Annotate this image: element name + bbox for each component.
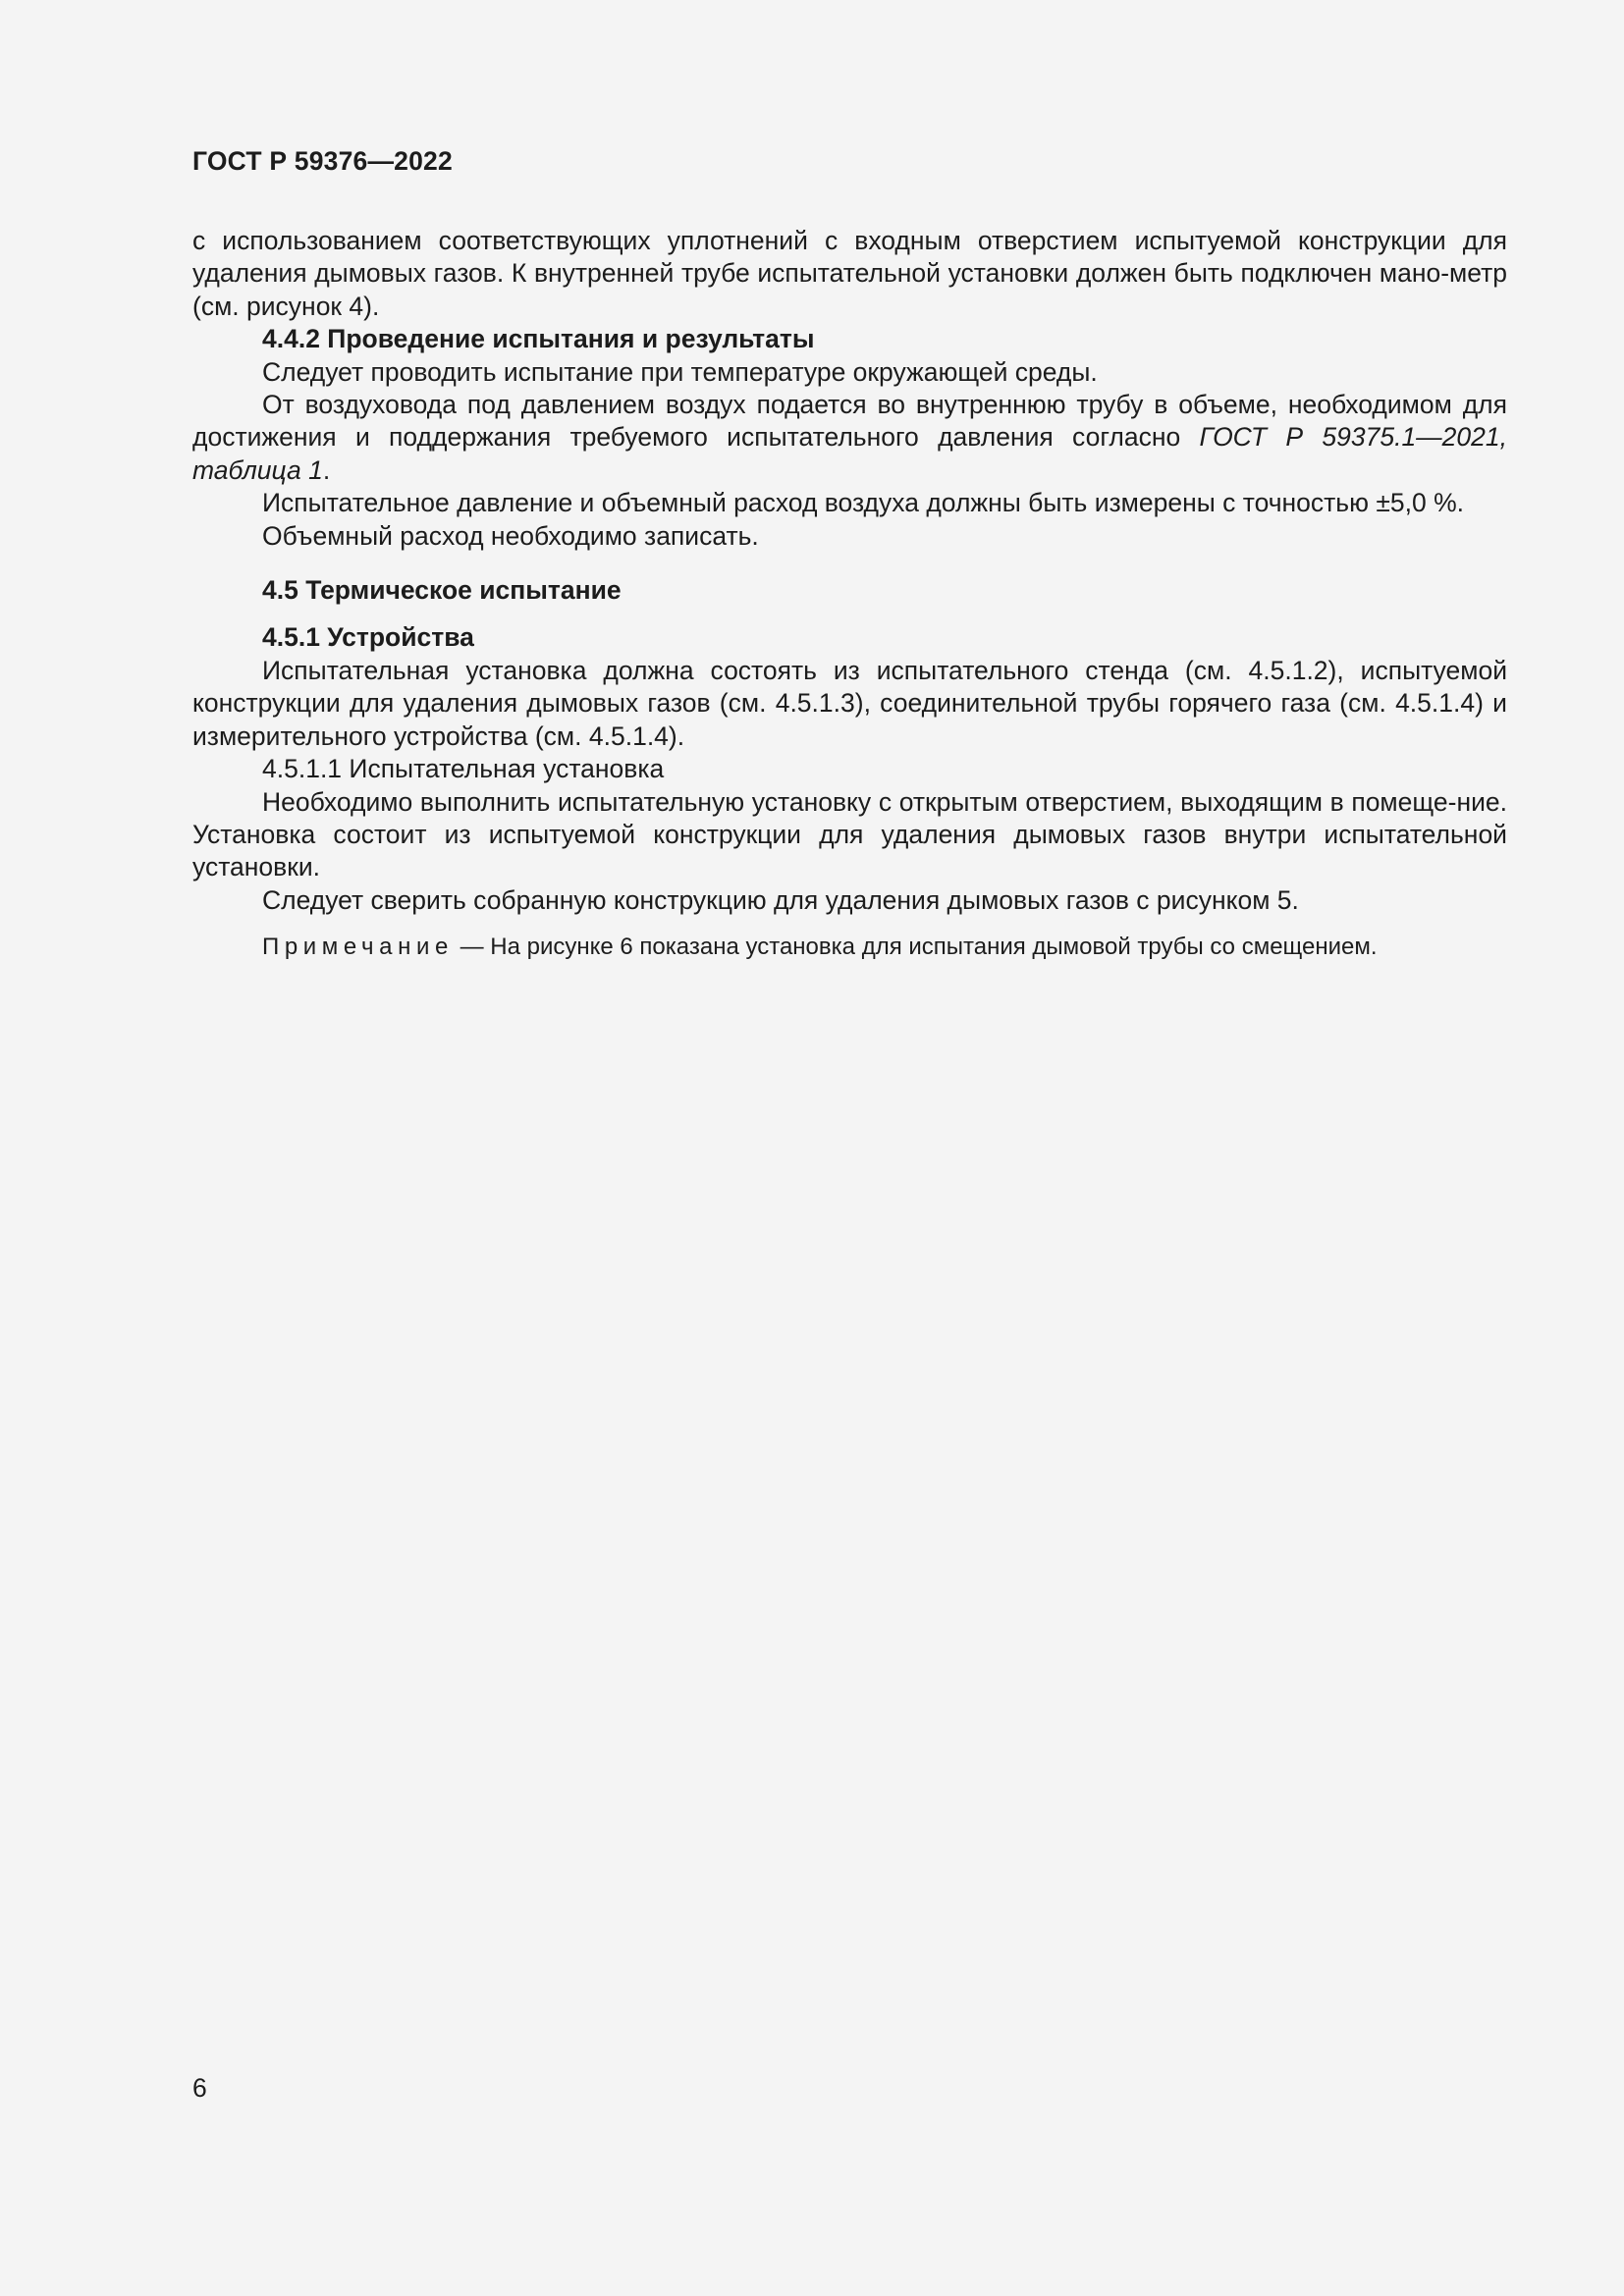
section-heading-4-5: 4.5 Термическое испытание <box>262 575 622 606</box>
paragraph-open-opening: Необходимо выполнить испытательную установку с открытым отверстием, выходящим в помеще-ние. Установка состоит из испытуемой конструкции для удаления дымовых газов внутри испытательной установки. <box>192 786 1507 882</box>
paragraph-setup-composition: Испытательная установка должна состоять из испытательного стенда (см. 4.5.1.2), испытуемой конструкции для удаления дымовых газов (см. 4.5.1.3), соединительной трубы горячего газа (см. 4.5.1.4) и измерительного устройства (см. 4.5.1.4). <box>192 655 1507 751</box>
page-number: 6 <box>192 2073 207 2103</box>
note-text: На рисунке 6 показана установка для испытания дымовой трубы со смещением. <box>490 934 1378 961</box>
paragraph-continuation: с использованием соответствующих уплотнений с входным отверстием испытуемой конструкции для удаления дымовых газов. К внутренней трубе испытательной установки должен быть подключен мано-метр (см. рисунок 4). <box>192 226 1507 321</box>
note-dash: — <box>453 934 491 961</box>
section-heading-4-5-1-1: 4.5.1.1 Испытательная установка <box>262 754 665 784</box>
document-code-header: ГОСТ Р 59376—2022 <box>192 146 453 176</box>
paragraph-air-supply-text: От воздуховода под давлением воздух подается во внутреннюю трубу в объеме, необходимом для достижения и поддержания требуемого испытательного давления согласно <box>192 390 1507 453</box>
note <box>192 933 1507 962</box>
document-body <box>192 225 1507 962</box>
standard-reference: ГОСТ Р 59375.1—2021, таблица 1 <box>192 422 1507 485</box>
paragraph-record-flow: Объемный расход необходимо записать. <box>262 520 759 551</box>
paragraph-air-supply <box>192 389 1507 487</box>
paragraph-verify-construction: Следует сверить собранную конструкцию для удаления дымовых газов с рисунком 5. <box>262 884 1299 915</box>
paragraph-air-supply-end: . <box>322 454 331 485</box>
section-heading-4-4-2: 4.4.2 Проведение испытания и результаты <box>262 324 815 354</box>
paragraph-measurement-accuracy: Испытательное давление и объемный расход воздуха должны быть измерены с точностью ±5,0 %. <box>262 488 1465 518</box>
note-label: Примечание <box>262 934 454 961</box>
section-heading-4-5-1: 4.5.1 Устройства <box>262 622 474 653</box>
paragraph-ambient-temperature: Следует проводить испытание при температуре окружающей среды. <box>262 356 1098 387</box>
